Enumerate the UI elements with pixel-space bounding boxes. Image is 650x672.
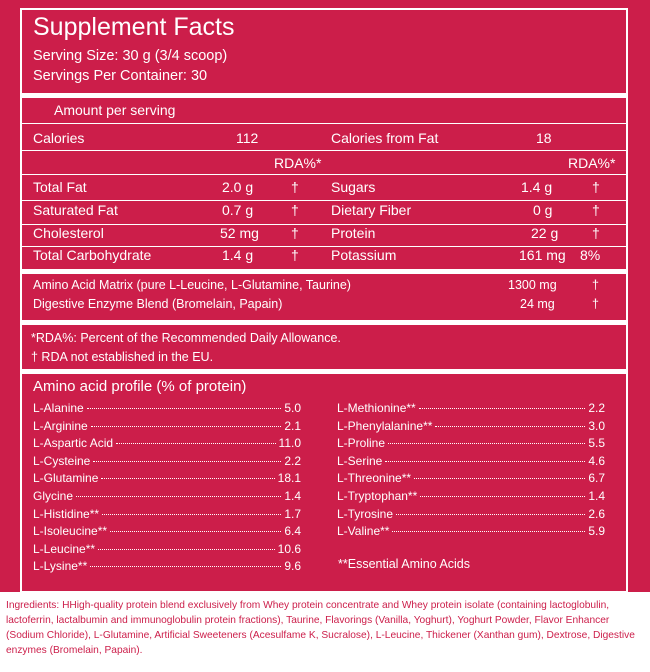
serving-size: Serving Size: 30 g (3/4 scoop) [33,48,228,64]
dot-leader [93,461,281,462]
divider [22,369,626,374]
nutrient-rda: † [291,179,299,195]
nutrient-amount: 0.7 g [222,202,254,218]
dot-leader [98,549,275,550]
nutrient-name: Protein [331,225,376,241]
ingredients-panel [0,592,650,672]
footnote-rda: *RDA%: Percent of the Recommended Daily Allowance. [31,331,341,345]
amino-name: L-Tyrosine [337,506,394,521]
servings-per-container: Servings Per Container: 30 [33,68,208,84]
nutrient-rda: † [291,202,299,218]
amino-item [33,542,301,560]
amino-name: L-Glutamine [33,471,99,486]
amino-item [33,507,301,525]
nutrient-rda: † [592,202,600,218]
amino-list-left [33,401,301,577]
dot-leader [116,443,275,444]
amino-item [337,507,605,525]
dot-leader [385,461,585,462]
nutrient-amount: 22 g [531,225,559,241]
amino-item [337,489,605,507]
divider [22,93,626,98]
amino-value: 6.7 [588,471,605,486]
essential-amino-note: **Essential Amino Acids [338,557,471,571]
amino-name: L-Tryptophan** [337,488,418,503]
dot-leader [396,514,585,515]
divider [22,150,626,151]
amount-per-serving: Amount per serving [54,102,176,118]
nutrient-rda: † [291,247,299,263]
amino-name: L-Histidine** [33,506,100,521]
dot-leader [76,496,281,497]
amino-value: 6.4 [284,524,301,539]
amino-item [337,401,605,419]
amino-name: L-Threonine** [337,471,412,486]
dot-leader [420,496,585,497]
amino-profile-title: Amino acid profile (% of protein) [33,378,247,395]
amino-value: 2.2 [284,453,301,468]
amino-item [337,419,605,437]
amino-list-right [337,401,605,542]
amino-value: 3.0 [588,418,605,433]
amino-value: 2.2 [588,401,605,415]
divider [22,320,626,325]
nutrient-amount: 0 g [533,202,553,218]
calories-from-fat-label: Calories from Fat [331,130,439,146]
amino-item [337,454,605,472]
dot-leader [91,426,282,427]
amino-value: 5.0 [284,401,301,415]
dot-leader [90,566,281,567]
nutrient-amount: 161 mg [519,247,566,263]
nutrient-amount: 1.4 g [521,179,553,195]
amino-value: 1.4 [588,488,605,503]
amino-name: L-Cysteine [33,453,91,468]
amino-value: 2.6 [588,506,605,521]
divider [22,200,626,201]
nutrient-name: Saturated Fat [33,202,118,218]
blend-rda: † [592,278,599,292]
nutrient-rda: † [592,179,600,195]
amino-value: 9.6 [284,559,301,574]
amino-item [33,524,301,542]
amino-value: 11.0 [278,436,301,451]
amino-name: L-Phenylalanine** [337,418,433,433]
amino-item [337,524,605,542]
supplement-facts-panel [20,8,628,593]
dot-leader [414,478,585,479]
nutrient-rda: † [291,225,299,241]
amino-item [337,436,605,454]
amino-name: L-Valine** [337,524,390,539]
divider [22,269,626,274]
blend-name: Amino Acid Matrix (pure L-Leucine, L-Glutamine, Taurine) [33,278,351,292]
amino-value: 4.6 [588,453,605,468]
calories-label: Calories [33,130,85,146]
nutrient-amount: 2.0 g [222,179,254,195]
amino-name: L-Methionine** [337,401,416,415]
amino-name: L-Proline [337,436,386,451]
panel-title: Supplement Facts [33,13,235,41]
amino-name: L-Leucine** [33,541,96,556]
amino-item [33,454,301,472]
amino-item [33,419,301,437]
rda-header-right: RDA%* [568,155,616,171]
dot-leader [419,408,586,409]
amino-value: 5.5 [588,436,605,451]
calories-value: 112 [236,130,259,146]
rda-header-left: RDA%* [274,155,322,171]
ingredients-text: Ingredients: HHigh-quality protein blend exclusively from Whey protein concentrate and Whey protein isolate (containing lactoglobulin, lactoferrin, lactalbumin and immunoglobulin protein fractions), Taurine, Flavorings (Vanilla, Yoghurt), Yoghurt Powder, Flavor Enhancer (Sodium Chloride), L-Glutamine, Artificial Sweeteners (Acesulfame K, Sucralose), L-Leucine, Thickener (Xanthan gum), Dextrose, Digestive enzymes (Bromelain, Papain). [6,600,635,656]
amino-value: 5.9 [588,524,605,539]
divider [22,123,626,124]
amino-item [33,471,301,489]
nutrient-rda: † [592,225,600,241]
amino-name: L-Aspartic Acid [33,436,114,451]
amino-name: L-Lysine** [33,559,88,574]
amino-item [337,471,605,489]
dot-leader [388,443,585,444]
amino-item [33,401,301,419]
dot-leader [87,408,282,409]
blend-amount: 1300 mg [508,278,557,292]
nutrient-rda: 8% [580,247,601,263]
amino-value: 1.7 [284,506,301,521]
nutrient-name: Sugars [331,179,376,195]
amino-value: 10.6 [277,541,301,556]
amino-item [33,436,301,454]
blend-rda: † [592,297,599,311]
nutrient-amount: 1.4 g [222,247,254,263]
amino-value: 2.1 [284,418,301,433]
dot-leader [435,426,585,427]
dot-leader [101,478,274,479]
dot-leader [110,531,281,532]
nutrient-name: Cholesterol [33,225,104,241]
amino-name: L-Serine [337,453,383,468]
amino-name: L-Arginine [33,418,88,433]
nutrient-amount: 52 mg [220,225,259,241]
divider [22,174,626,175]
nutrient-name: Total Fat [33,179,87,195]
nutrient-name: Dietary Fiber [331,202,412,218]
blend-name: Digestive Enzyme Blend (Bromelain, Papain) [33,297,283,311]
blend-amount: 24 mg [520,297,555,311]
amino-item [33,489,301,507]
amino-value: 1.4 [284,488,301,503]
dot-leader [392,531,585,532]
amino-name: L-Alanine [33,401,84,415]
nutrient-name: Total Carbohydrate [33,247,152,263]
amino-value: 18.1 [277,471,301,486]
amino-name: Glycine [33,488,74,503]
nutrient-name: Potassium [331,247,397,263]
amino-item [33,559,301,577]
calories-from-fat-value: 18 [536,130,552,146]
dot-leader [102,514,281,515]
amino-name: L-Isoleucine** [33,524,108,539]
footnote-dagger: † RDA not established in the EU. [31,350,214,364]
